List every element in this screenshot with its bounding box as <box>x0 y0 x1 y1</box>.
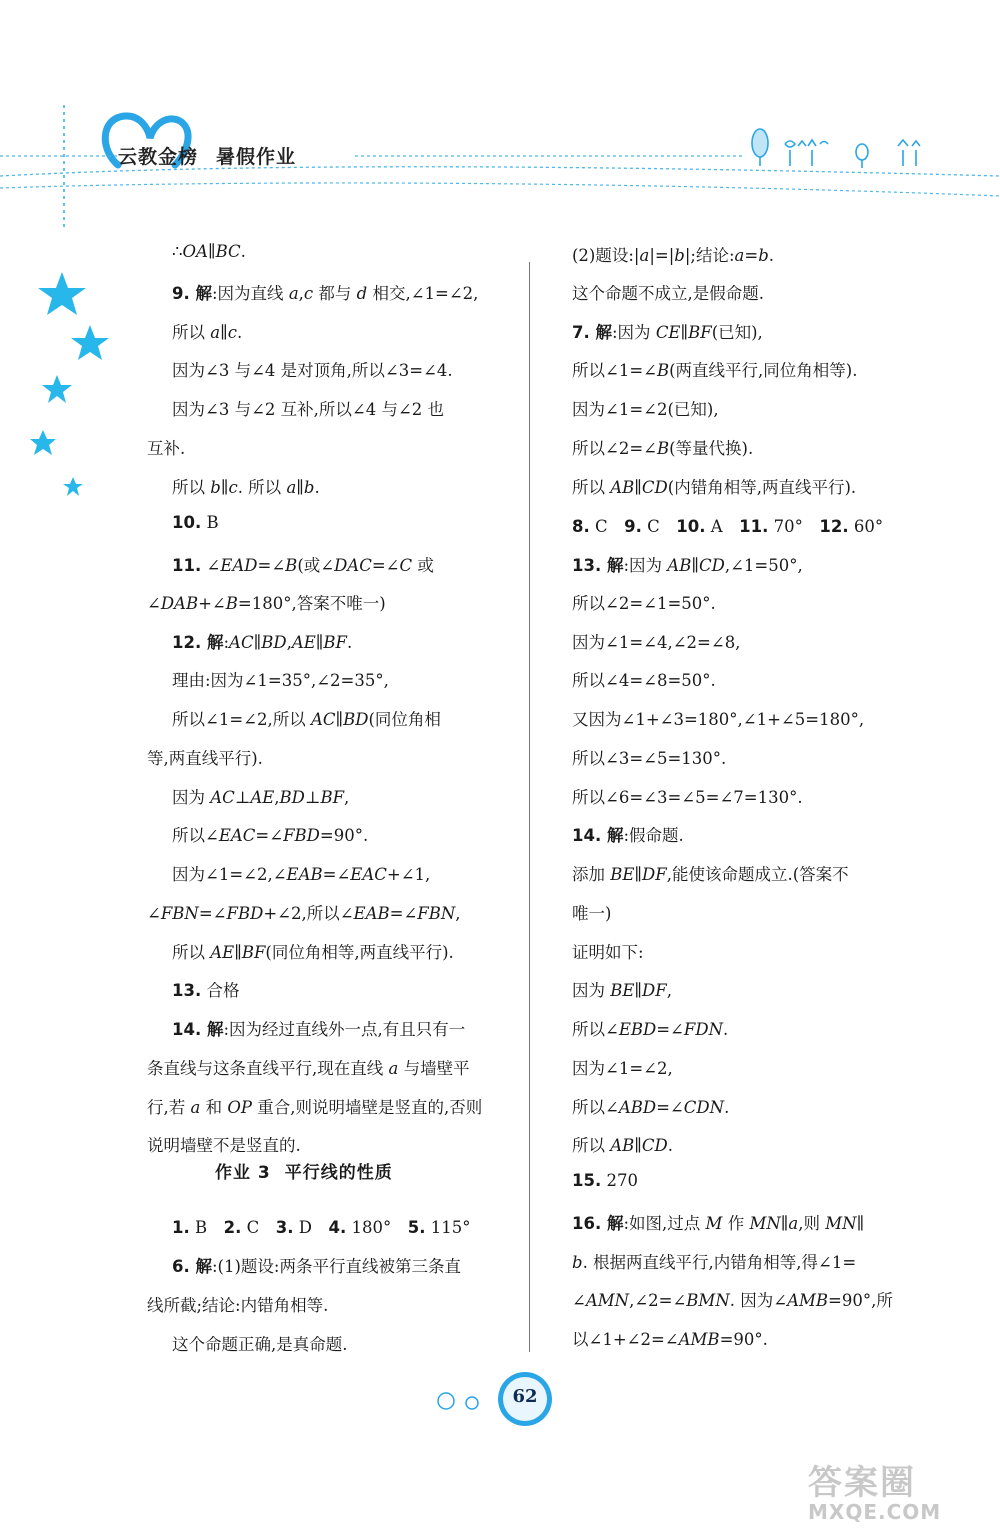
text-line: 11. ∠EAD=∠B(或∠DAC=∠C 或 <box>172 556 434 575</box>
star-icon <box>38 272 86 315</box>
book-subtitle: 暑假作业 <box>216 146 297 168</box>
text-line: 添加 BE∥DF,能使该命题成立.(答案不 <box>572 865 849 884</box>
text-line: 所以∠1=∠2,所以 AC∥BD(同位角相 <box>172 710 441 729</box>
text-line: 这个命题不成立,是假命题. <box>572 284 764 303</box>
text-line: 这个命题正确,是真命题. <box>172 1335 348 1354</box>
text-line: 1. B 2. C 3. D 4. 180° 5. 115° <box>172 1218 471 1237</box>
text-line: 唯一) <box>572 904 612 923</box>
section-heading: 平行线的性质 <box>284 1163 393 1183</box>
star-icon <box>42 375 72 403</box>
watermark-url: MXQE.COM <box>808 1500 942 1524</box>
text-line: 因为 BE∥DF, <box>572 981 672 1000</box>
text-line: 因为∠3 与∠2 互补,所以∠4 与∠2 也 <box>172 400 445 419</box>
page-number: 62 <box>512 1386 538 1407</box>
text-line: 所以 AB∥CD(内错角相等,两直线平行). <box>572 478 857 497</box>
text-line: ∠AMN,∠2=∠BMN. 因为∠AMB=90°,所 <box>572 1291 893 1310</box>
text-line: 12. 解:AC∥BD,AE∥BF. <box>172 633 353 652</box>
text-line: ∠DAB+∠B=180°,答案不唯一) <box>147 594 386 613</box>
column-divider <box>529 262 530 1352</box>
text-line: 因为∠3 与∠4 是对顶角,所以∠3=∠4. <box>172 361 453 380</box>
section-title <box>215 1158 407 1183</box>
text-line: 8. C 9. C 10. A 11. 70° 12. 60° <box>572 517 884 536</box>
text-line: 所以∠ABD=∠CDN. <box>572 1098 730 1117</box>
text-line: b. 根据两直线平行,内错角相等,得∠1= <box>572 1253 857 1272</box>
text-line: 所以∠4=∠8=50°. <box>572 671 716 690</box>
text-line: 因为∠1=∠4,∠2=∠8, <box>572 633 741 652</box>
text-line: 所以∠6=∠3=∠5=∠7=130°. <box>572 788 803 807</box>
text-line: 所以∠2=∠B(等量代换). <box>572 439 754 458</box>
text-line: 互补. <box>147 439 186 458</box>
text-line: 14. 解:假命题. <box>572 826 684 845</box>
text-line: ∴OA∥BC. <box>172 242 246 261</box>
text-line: 10. B <box>172 513 219 532</box>
text-line: 理由:因为∠1=35°,∠2=35°, <box>172 671 389 690</box>
text-line: 证明如下: <box>572 943 644 962</box>
text-line: 所以∠2=∠1=50°. <box>572 594 716 613</box>
text-line: 又因为∠1+∠3=180°,∠1+∠5=180°, <box>572 710 865 729</box>
text-line: 9. 解:因为直线 a,c 都与 d 相交,∠1=∠2, <box>172 284 479 303</box>
text-line: 所以 AB∥CD. <box>572 1136 674 1155</box>
watermark-logo-text: 答案圈 <box>808 1463 916 1503</box>
text-line: 所以∠EAC=∠FBD=90°. <box>172 826 369 845</box>
section-number: 作业 3 <box>215 1163 271 1183</box>
text-line: 16. 解:如图,过点 M 作 MN∥a,则 MN∥ <box>572 1214 865 1233</box>
text-line: 所以 a∥c. <box>172 323 243 342</box>
text-line: 条直线与这条直线平行,现在直线 a 与墙壁平 <box>147 1059 470 1078</box>
text-line: (2)题设:|a|=|b|;结论:a=b. <box>572 246 775 265</box>
text-line: 所以 AE∥BF(同位角相等,两直线平行). <box>172 943 454 962</box>
text-line: 所以∠EBD=∠FDN. <box>572 1020 729 1039</box>
text-line: 6. 解:(1)题设:两条平行直线被第三条直 <box>172 1257 461 1276</box>
text-line: 14. 解:因为经过直线外一点,有且只有一 <box>172 1020 466 1039</box>
star-icon <box>71 325 109 360</box>
header-decoration <box>0 0 1000 230</box>
text-line: 因为∠1=∠2,∠EAB=∠EAC+∠1, <box>172 865 431 884</box>
text-line: 行,若 a 和 OP 重合,则说明墙壁是竖直的,否则 <box>147 1098 483 1117</box>
text-line: 7. 解:因为 CE∥BF(已知), <box>572 323 763 342</box>
text-line: 线所截;结论:内错角相等. <box>147 1296 329 1315</box>
text-line: 以∠1+∠2=∠AMB=90°. <box>572 1330 768 1349</box>
text-line: 因为∠1=∠2, <box>572 1059 673 1078</box>
text-line: 因为 AC⊥AE,BD⊥BF, <box>172 788 350 807</box>
brand-name: 云教金榜 <box>118 146 199 168</box>
text-line: 所以 b∥c. 所以 a∥b. <box>172 478 320 497</box>
stars-decoration <box>30 270 110 510</box>
page-number-badge <box>498 1372 552 1426</box>
star-icon <box>63 477 83 496</box>
text-line: 所以∠3=∠5=130°. <box>572 749 727 768</box>
page-header <box>0 0 1000 230</box>
text-line: 13. 解:因为 AB∥CD,∠1=50°, <box>572 556 803 575</box>
header-title <box>118 142 314 169</box>
watermark <box>808 1455 941 1524</box>
text-line: 等,两直线平行). <box>147 749 263 768</box>
star-icon <box>30 430 56 455</box>
text-line: ∠FBN=∠FBD+∠2,所以∠EAB=∠FBN, <box>147 904 461 923</box>
text-line: 因为∠1=∠2(已知), <box>572 400 719 419</box>
text-line: 15. 270 <box>572 1171 638 1190</box>
text-line: 13. 合格 <box>172 981 240 1000</box>
text-line: 说明墙壁不是竖直的. <box>147 1136 301 1155</box>
text-line: 所以∠1=∠B(两直线平行,同位角相等). <box>572 361 858 380</box>
